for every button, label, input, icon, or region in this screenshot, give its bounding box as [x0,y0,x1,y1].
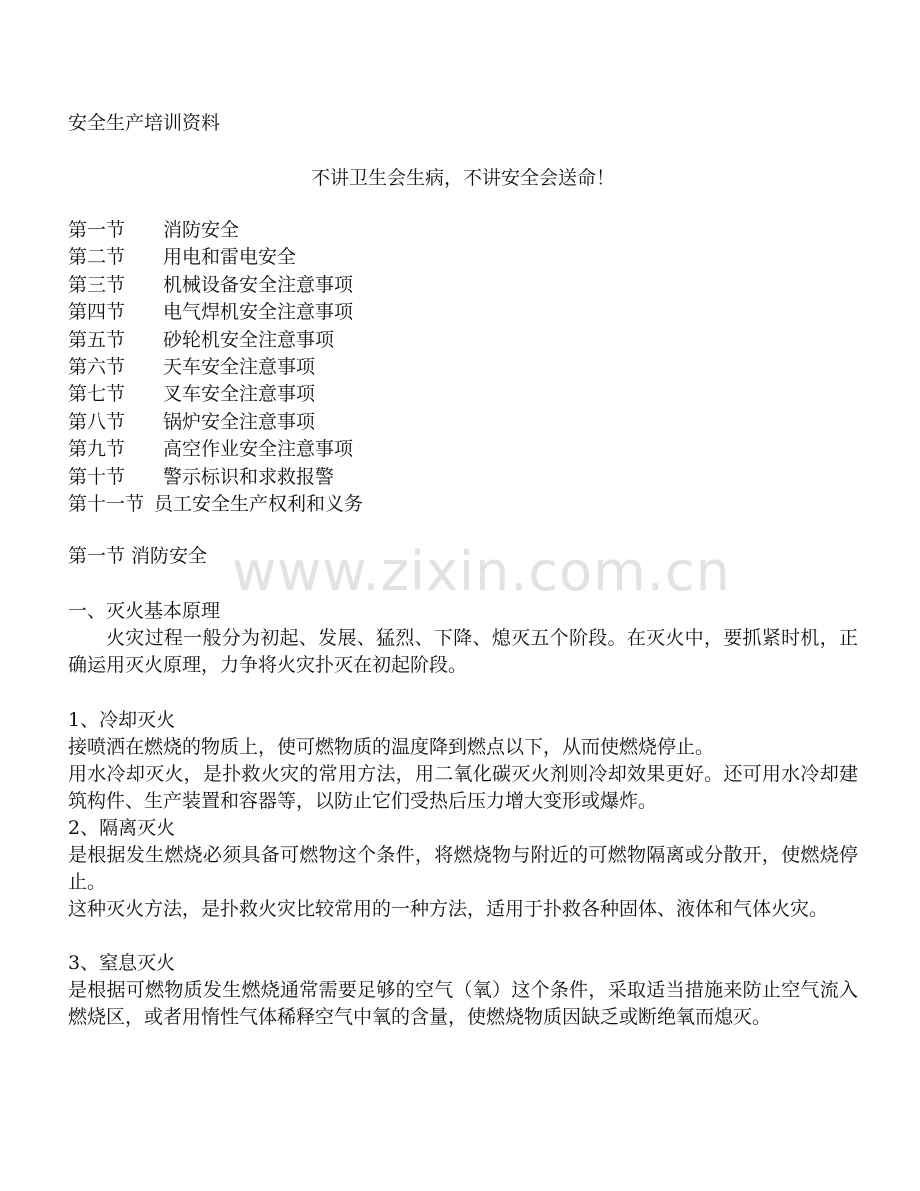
toc-item [68,491,363,518]
toc-item [68,381,363,408]
toc-item-title: 警示标识和求救报警 [163,465,335,488]
toc-item-number: 第九节 [68,438,126,461]
document-title: 安全生产培训资料 [68,112,221,134]
intro-paragraph: 火灾过程一般分为初起、发展、猛烈、下降、熄灭五个阶段。在灭火中，要抓紧时机，正确运用灭火原理，力争将火灾扑灭在初起阶段。 [68,627,858,676]
safety-slogan: 不讲卫生会生病，不讲安全会送命！ [310,167,615,189]
toc-item-number: 第十节 [68,465,126,488]
method-heading: 3、窒息灭火 [68,952,176,974]
toc-item-number: 第一节 [68,219,126,241]
toc-item [68,464,363,491]
toc-item-title: 电气焊机安全注意事项 [163,301,354,324]
toc-item [68,299,363,326]
toc-item [68,436,363,463]
toc-item-number: 第五节 [68,328,126,351]
toc-item-title: 机械设备安全注意事项 [163,273,354,296]
method-heading: 1、冷却灭火 [68,709,176,731]
method-paragraph: 是根据发生燃烧必须具备可燃物这个条件，将燃烧物与附近的可燃物隔离或分散开，使燃烧停止。 [68,844,858,893]
toc-item-title: 高空作业安全注意事项 [163,438,354,461]
toc-item-title: 消防安全 [163,219,240,241]
toc-item-title: 天车安全注意事项 [163,356,316,379]
toc-item-number: 第七节 [68,383,126,406]
method-heading: 2、隔离灭火 [68,817,176,839]
method-paragraph: 用水冷却灭火，是扑救火灾的常用方法，用二氧化碳灭火剂则冷却效果更好。还可用水冷却建筑构件、生产装置和容器等，以防止它们受热后压力增大变形或爆炸。 [68,763,858,812]
watermark: www.zixin.com.cn [232,540,731,603]
toc-item-title: 叉车安全注意事项 [163,383,316,406]
section-heading: 第一节 消防安全 [68,545,208,567]
toc-item-number: 第二节 [68,246,126,269]
toc-item-title: 用电和雷电安全 [163,246,297,269]
toc-item-title: 员工安全生产权利和义务 [154,493,364,516]
toc-item-number: 第八节 [68,410,126,433]
subsection-heading: 一、灭火基本原理 [68,600,221,622]
toc-item [68,327,363,354]
toc-item [68,354,363,381]
toc-item [68,409,363,436]
toc-item [68,244,363,271]
toc-item-number: 第六节 [68,356,126,379]
method-paragraph: 是根据可燃物质发生燃烧通常需要足够的空气（氧）这个条件，采取适当措施来防止空气流入燃烧区，或者用惰性气体稀释空气中氧的含量，使燃烧物质因缺乏或断绝氧而熄灭。 [68,979,858,1028]
toc-item-number: 第三节 [68,273,126,296]
toc-item-number: 第四节 [68,301,126,324]
toc-item-title: 砂轮机安全注意事项 [163,328,335,351]
toc-item-number: 第十一节 [68,493,145,516]
method-paragraph: 这种灭火方法，是扑救火灾比较常用的一种方法，适用于扑救各种固体、液体和气体火灾。 [68,898,829,920]
method-paragraph: 接喷洒在燃烧的物质上，使可燃物质的温度降到燃点以下，从而使燃烧停止。 [68,736,715,758]
toc-item-title: 锅炉安全注意事项 [163,410,316,433]
table-of-contents [68,217,363,518]
toc-item [68,272,363,299]
toc-item [68,217,363,244]
